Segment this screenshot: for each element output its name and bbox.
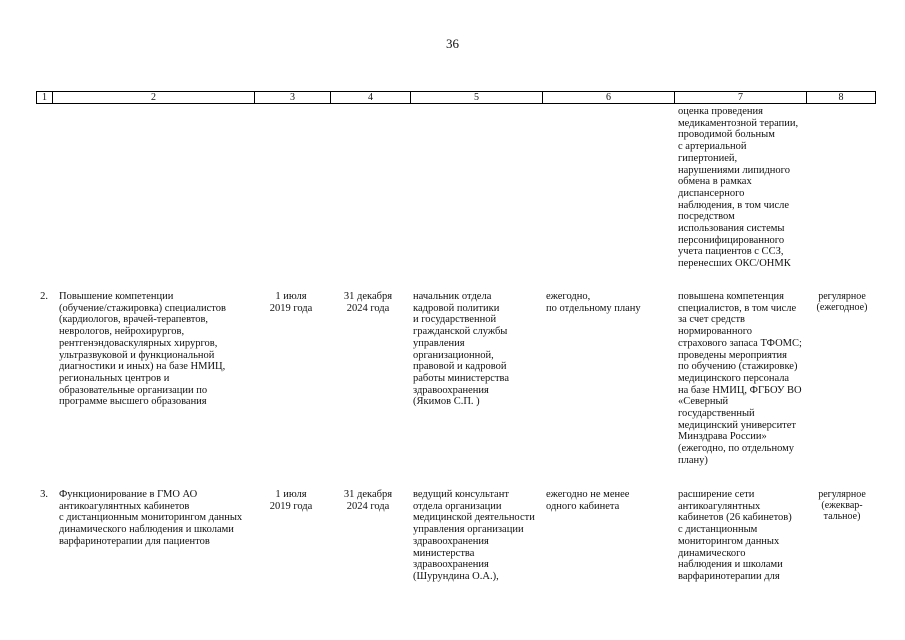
column-header: 5: [411, 92, 543, 103]
end-date-cell: 31 декабря 2024 года: [343, 489, 393, 512]
column-header: 7: [675, 92, 807, 103]
column-number-header: [36, 91, 876, 104]
column-header: 1: [37, 92, 53, 103]
start-date-cell: 1 июля 2019 года: [269, 291, 313, 314]
page-number: 36: [446, 36, 459, 51]
type-cell: регулярное (ежеквар- тальное): [818, 489, 866, 522]
activity-cell: Повышение компетенции (обучение/стажировка) специалистов (кардиологов, врачей-терапевтов, неврологов, нейрохирургов, рентгенэндоваскулярных хирургов, ультразвуковой и функциональной диагностики и иных) на базе НМИЦ, региональных центров и образовательные организации по программе высшего образования: [59, 291, 226, 408]
frequency-cell: ежегодно, по отдельному плану: [546, 291, 641, 314]
activity-cell: Функционирование в ГМО АО антикоагулянтных кабинетов с дистанционным мониторингом данных динамического наблюдения и школами варфаринотерапии для пациентов: [59, 489, 243, 547]
result-cell: расширение сети антикоагулянтных кабинетов (26 кабинетов) с дистанционным мониторингом данных динамического наблюдения и школами варфаринотерапии для: [678, 489, 792, 582]
column-header: 2: [53, 92, 255, 103]
result-cell: повышена компетенция специалистов, в том числе за счет средств нормированного страхового запаса ТФОМС; проведены мероприятия по обучению (стажировке) медицинского персонала на базе НМИЦ, ФГБОУ ВО «Северный государственный медицинский университет Минздрава России» (ежегодно, по отдельному плану): [678, 291, 802, 466]
type-cell: регулярное (ежегодное): [816, 291, 868, 313]
continued-result-cell: оценка проведения медикаментозной терапии, проводимой больным с артериальной гипертонией, нарушениями липидного обмена в рамках диспансерного наблюдения, в том числе посредством использования системы персонифицированного учета пациентов с ССЗ, перенесших ОКС/ОНМК: [678, 106, 799, 270]
responsible-cell: ведущий консультант отдела организации медицинской деятельности управления организации здравоохранения министерства здравоохранения (Шурундина О.А.),: [413, 489, 535, 582]
start-date-cell: 1 июля 2019 года: [269, 489, 313, 512]
row-number: 3.: [40, 489, 48, 500]
column-header: 3: [255, 92, 331, 103]
frequency-cell: ежегодно не менее одного кабинета: [546, 489, 630, 512]
column-header: 4: [331, 92, 411, 103]
responsible-cell: начальник отдела кадровой политики и государственной гражданской службы управления организационной, правовой и кадровой работы министерства здравоохранения (Якимов С.П. ): [413, 291, 510, 408]
column-header: 6: [543, 92, 675, 103]
row-number: 2.: [40, 291, 48, 302]
end-date-cell: 31 декабря 2024 года: [343, 291, 393, 314]
column-header: 8: [838, 92, 844, 103]
